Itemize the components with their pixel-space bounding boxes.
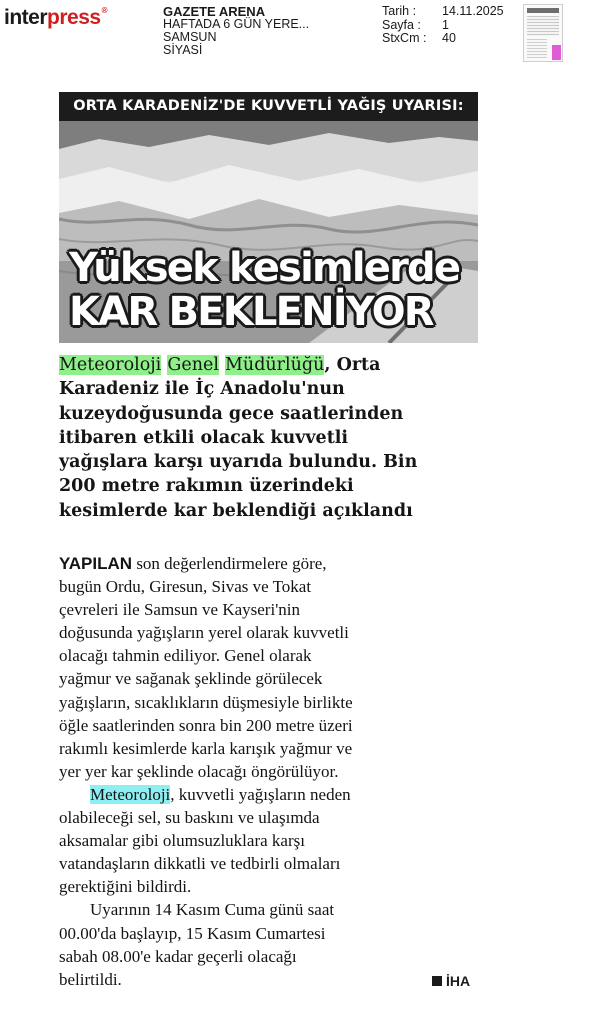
thumbnail-text-block <box>527 16 559 36</box>
body-line: olabileceği sel, su baskını ve ulaşımda <box>59 808 320 828</box>
thumbnail-masthead <box>527 8 559 13</box>
body-line: yer yer kar şeklinde olacağı öngörülüyor. <box>59 761 339 781</box>
body-line: belirtildi. <box>59 969 122 989</box>
body-line: 00.00'da başlayıp, 15 Kasım Cumartesi <box>59 923 326 943</box>
article-lead <box>59 353 484 523</box>
thumbnail-highlight-marker <box>552 45 561 60</box>
lead-line: 200 metre rakımın üzerindeki <box>59 476 354 497</box>
source-signature <box>432 973 470 989</box>
page-row <box>382 19 504 33</box>
square-bullet-icon <box>432 976 442 986</box>
date-value: 14.11.2025 <box>442 4 504 18</box>
publication-name: GAZETE ARENA <box>163 4 266 19</box>
article-body <box>59 552 484 991</box>
highlighted-keyword: Müdürlüğü <box>225 355 325 375</box>
drop-word: YAPILAN <box>59 554 133 573</box>
source-agency: İHA <box>446 973 471 989</box>
body-line <box>59 783 484 806</box>
banner-title: ORTA KARADENİZ'DE KUVVETLİ YAĞIŞ UYARISI: <box>73 98 464 114</box>
body-line: aksamalar gibi olumsuzluklara karşı <box>59 831 305 851</box>
body-line <box>59 552 484 575</box>
interpress-logo: interpress® <box>4 6 107 29</box>
article-banner <box>59 92 478 121</box>
highlighted-keyword: Genel <box>167 355 219 375</box>
body-line: olacağı tahmin ediliyor. Genel olarak <box>59 646 312 666</box>
page-label: Sayfa : <box>382 17 421 32</box>
lead-line: yağışlara karşı uyarıda bulundu. Bin <box>59 452 418 473</box>
lead-line: itibaren etkili olacak kuvvetli <box>59 427 349 448</box>
highlighted-keyword: Meteoroloji <box>59 355 162 375</box>
page-thumbnail[interactable] <box>523 4 563 62</box>
body-line: yağmur ve sağanak şeklinde görülecek <box>59 669 323 689</box>
headline-line-2: KAR BEKLENİYOR <box>69 289 433 335</box>
body-line: bugün Ordu, Giresun, Sivas ve Tokat <box>59 577 312 597</box>
snowy-landscape-photo <box>59 121 478 343</box>
body-line: yağışların, sıcaklıkların düşmesiyle birlikte <box>59 692 353 712</box>
thumbnail-text-block <box>527 39 547 58</box>
body-line: sabah 08.00'e kadar geçerli olacağı <box>59 946 297 966</box>
body-line: vatandaşların dikkatli ve tedbirli olmaları <box>59 854 341 874</box>
body-line: Uyarının 14 Kasım Cuma günü saat <box>90 900 335 920</box>
lead-line: kesimlerde kar beklendiği açıklandı <box>59 500 413 521</box>
clipping-stats <box>382 5 504 46</box>
clipping-meta <box>163 5 309 57</box>
body-text: , kuvvetli yağışların neden <box>170 784 351 804</box>
body-line: öğle saatlerinden sonra bin 200 metre üzeri <box>59 715 353 735</box>
lead-line: kuzeydoğusunda gece saatlerinden <box>59 403 404 424</box>
headline-line-1: Yüksek kesimlerde <box>69 245 460 291</box>
stxcm-row <box>382 32 504 46</box>
lead-text: , Orta <box>324 355 381 375</box>
date-row <box>382 5 504 19</box>
publication-frequency: HAFTADA 6 GÜN YERE... <box>163 17 310 31</box>
body-line: rakımlı kesimlerde karla karışık yağmur ve <box>59 738 353 758</box>
stxcm-value: 40 <box>442 31 456 45</box>
highlighted-keyword: Meteoroloji <box>90 784 171 804</box>
body-line: gerektiğini bildirdi. <box>59 877 192 897</box>
date-label: Tarih : <box>382 4 417 18</box>
body-line: çevreleri ile Samsun ve Kayseri'nin <box>59 600 300 620</box>
publication-section: SİYASİ <box>163 43 203 57</box>
lead-line: Karadeniz ile İç Anadolu'nun <box>59 379 345 400</box>
stxcm-label: StxCm : <box>382 31 427 45</box>
body-line: doğusunda yağışların yerel olarak kuvvetli <box>59 623 349 643</box>
publication-city: SAMSUN <box>163 30 217 44</box>
page-value: 1 <box>442 17 449 32</box>
lead-line <box>59 353 484 377</box>
body-text: son değerlendirmelere göre, <box>132 554 327 573</box>
